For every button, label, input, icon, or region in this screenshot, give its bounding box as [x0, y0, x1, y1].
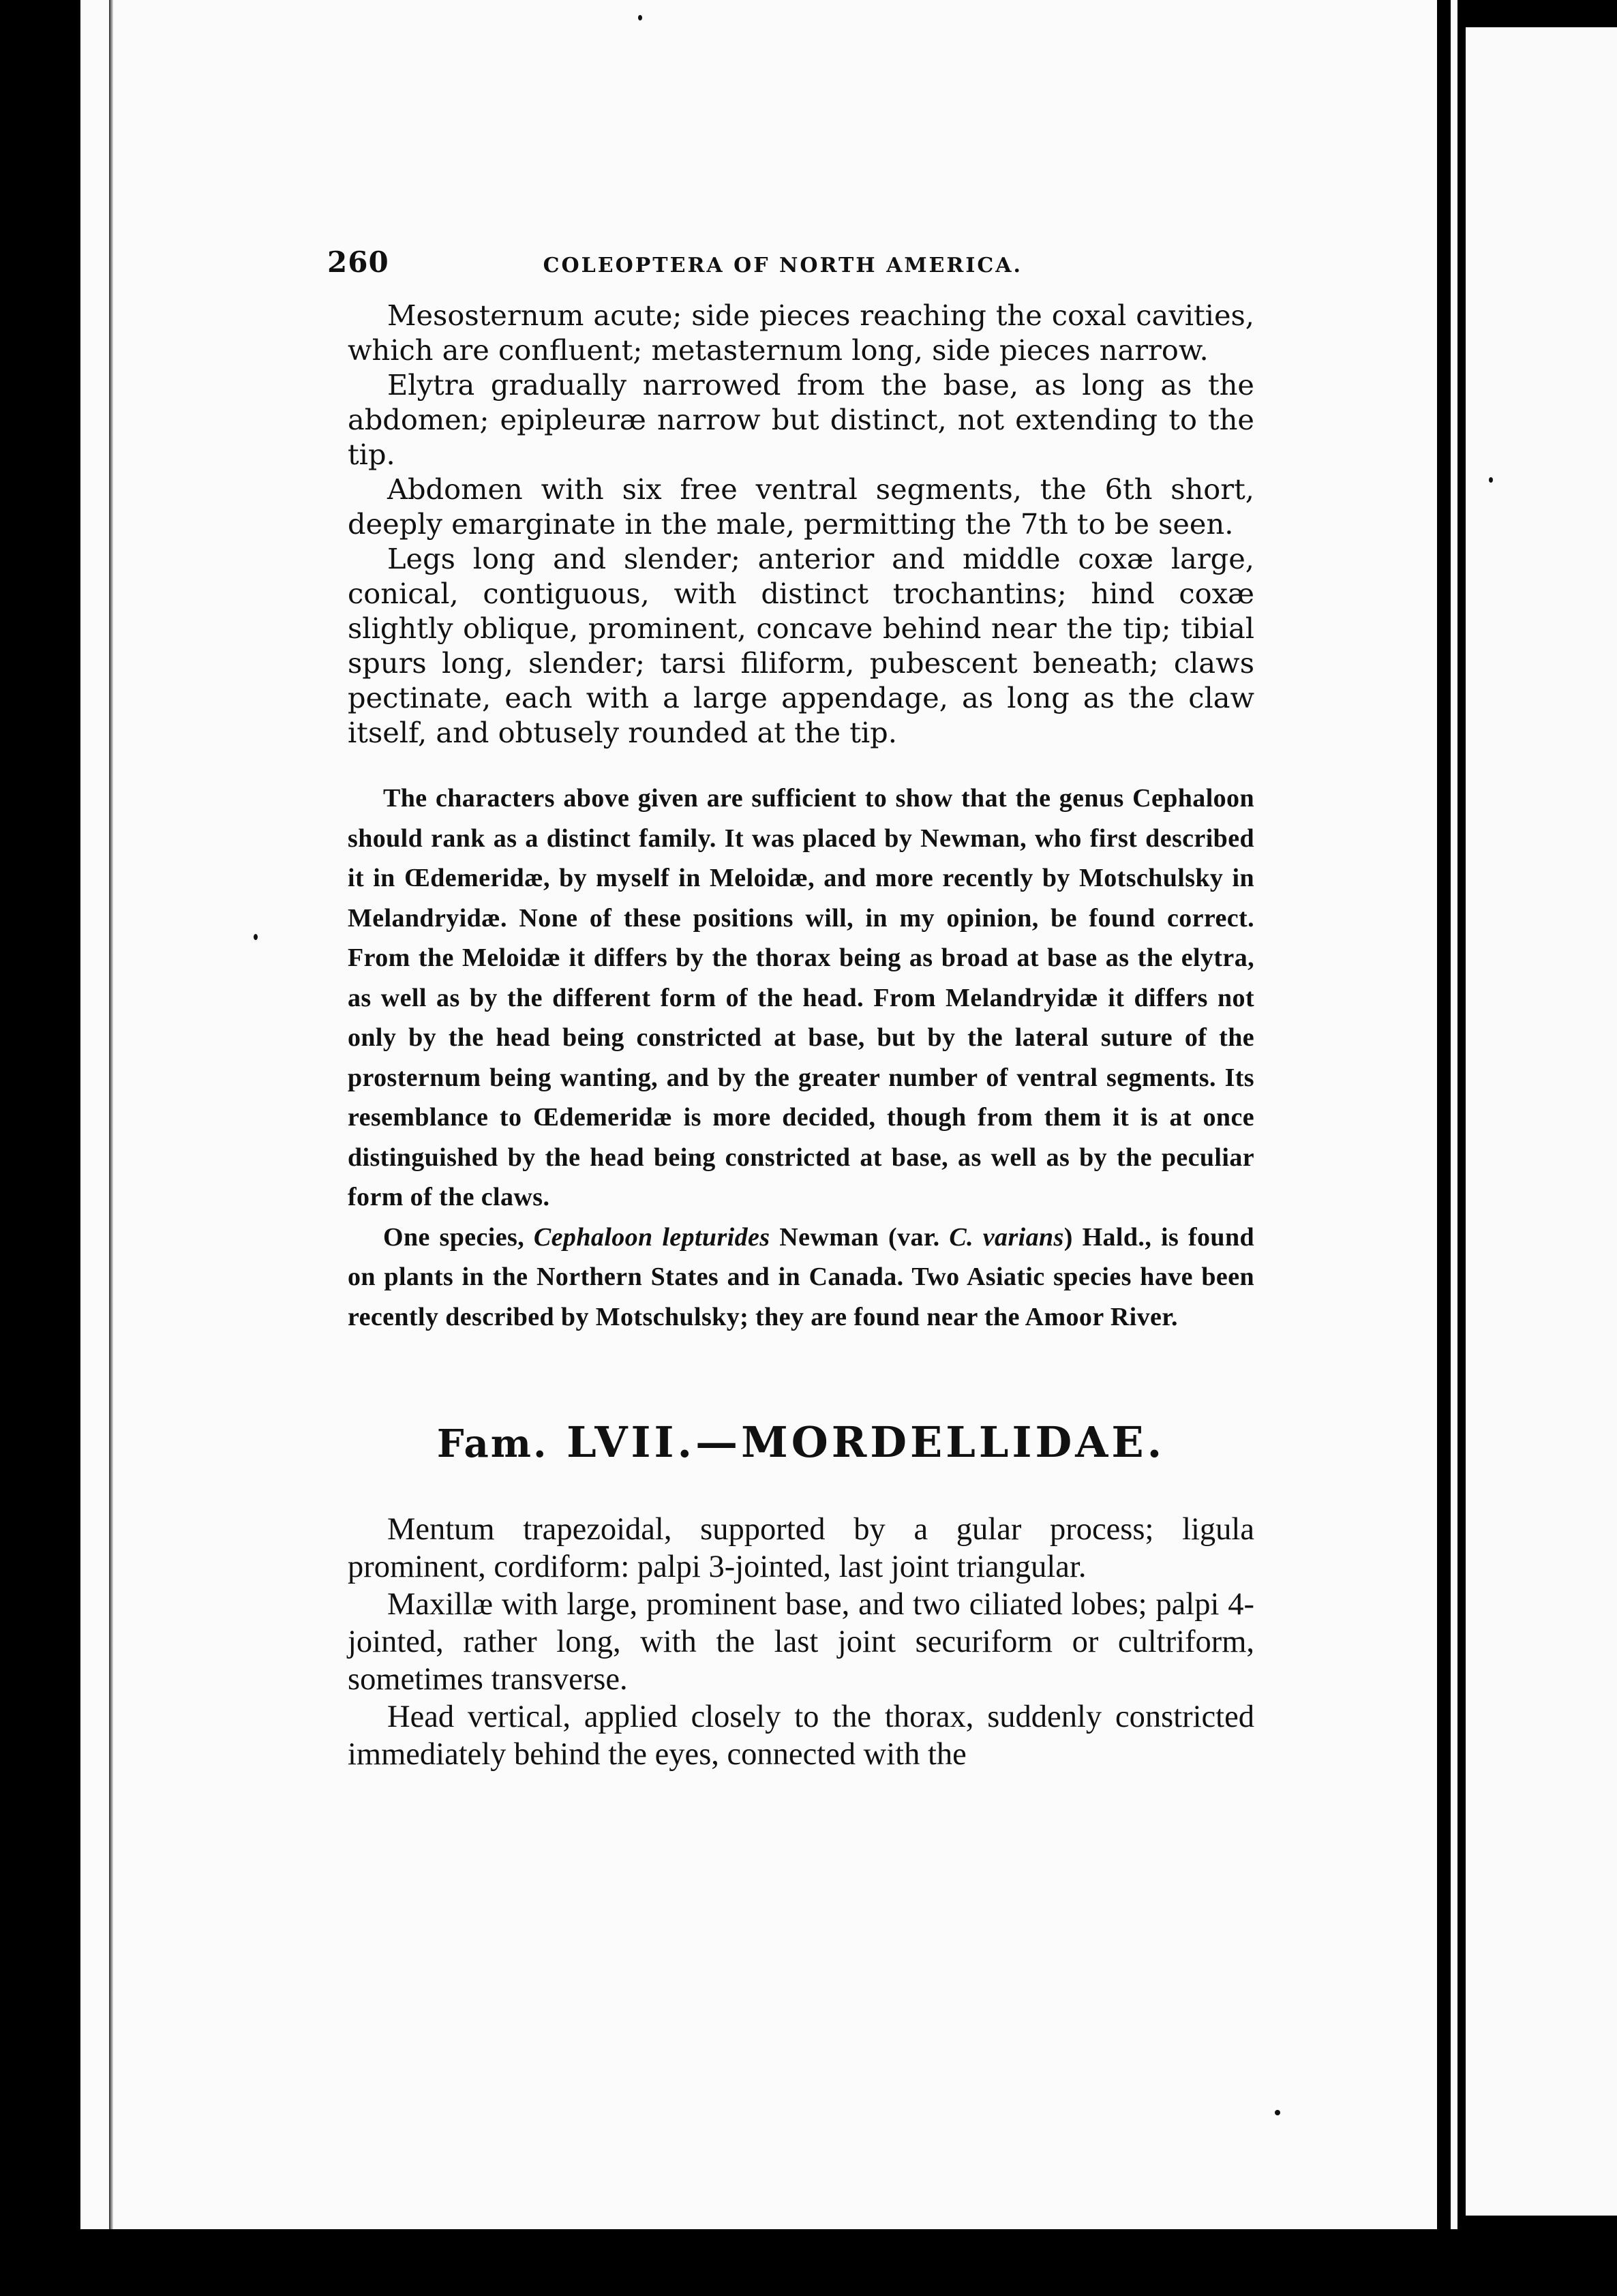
text-run: One species, — [383, 1222, 534, 1252]
description-paragraph: Legs long and slender; anterior and middle coxæ large, conical, contiguous, with distinct trochantins; hind coxæ slightly oblique, prominent, concave behind near the tip; tibial spurs long, slender; tarsi filiform, pubescent beneath; claws pectinate, each with a large appendage, as long as the claw itself, and obtusely rounded at the tip. — [348, 542, 1254, 749]
family-heading-title: LVII.—MORDELLIDAE. — [566, 1417, 1166, 1467]
species-name: Cephaloon lepturides — [533, 1222, 770, 1252]
scan-speck — [1489, 477, 1493, 483]
scan-bottom-border — [80, 2229, 1457, 2296]
book-gutter — [1437, 0, 1451, 2296]
description-paragraph: Mesosternum acute; side pieces reaching the coxal cavities, which are confluent; metasternum long, side pieces narrow. — [348, 299, 1254, 367]
variety-name: C. varians — [949, 1222, 1064, 1252]
page-text — [327, 245, 1255, 1773]
text-run: Newman (var. — [770, 1222, 950, 1252]
family-heading — [348, 1417, 1254, 1467]
remarks-paragraph: The characters above given are sufficient to show that the genus Cephaloon should rank as a distinct family. It was placed by Newman, who first described it in Œdemeridæ, by myself in Meloidæ, and more recently by Motschulsky in Melandryidæ. None of these positions will, in my opinion, be found correct. From the Meloidæ it differs by the thorax being as broad at base as the elytra, as well as by the different form of the head. From Melandryidæ it differs not only by the head being constricted at base, but by the lateral suture of the prosternum being wanting, and by the greater number of ventral segments. Its resemblance to Œdemeridæ is more decided, though from them it is at once distinguished by the head being constricted at base, as well as by the peculiar form of the claws. — [348, 784, 1254, 1211]
description-paragraph: Elytra gradually narrowed from the base, as long as the abdomen; epipleuræ narrow but distinct, not extending to the tip. — [348, 368, 1254, 471]
adjacent-page — [1466, 27, 1617, 2216]
text-run: ) Hald., is found on plants in the Northern States and in Canada. Two Asiatic species have been recently described by Motschulsky; they are found near the Amoor River. — [348, 1222, 1255, 1331]
family-paragraph: Maxillæ with large, prominent base, and two ciliated lobes; palpi 4-jointed, rather long, with the last joint securiform or cultriform, sometimes transverse. — [348, 1587, 1254, 1697]
running-title: COLEOPTERA OF NORTH AMERICA. — [543, 254, 1023, 277]
family-paragraph: Mentum trapezoidal, supported by a gular process; ligula prominent, cordiform: palpi 3-jointed, last joint triangular. — [348, 1512, 1254, 1584]
scan-speck — [254, 934, 258, 940]
family-heading-prefix: Fam. — [436, 1421, 549, 1466]
family-paragraph: Head vertical, applied closely to the thorax, suddenly constricted immediately behind the eyes, connected with the — [348, 1700, 1254, 1772]
remarks-paragraph-species — [348, 1218, 1254, 1338]
running-header — [327, 245, 1179, 279]
description-paragraph: Abdomen with six free ventral segments, the 6th short, deeply emarginate in the male, permitting the 7th to be seen. — [348, 472, 1254, 541]
scan-speck — [638, 15, 642, 20]
scan-speck — [1275, 2110, 1280, 2115]
page-number: 260 — [327, 245, 389, 279]
page-left-edge — [109, 0, 113, 2229]
